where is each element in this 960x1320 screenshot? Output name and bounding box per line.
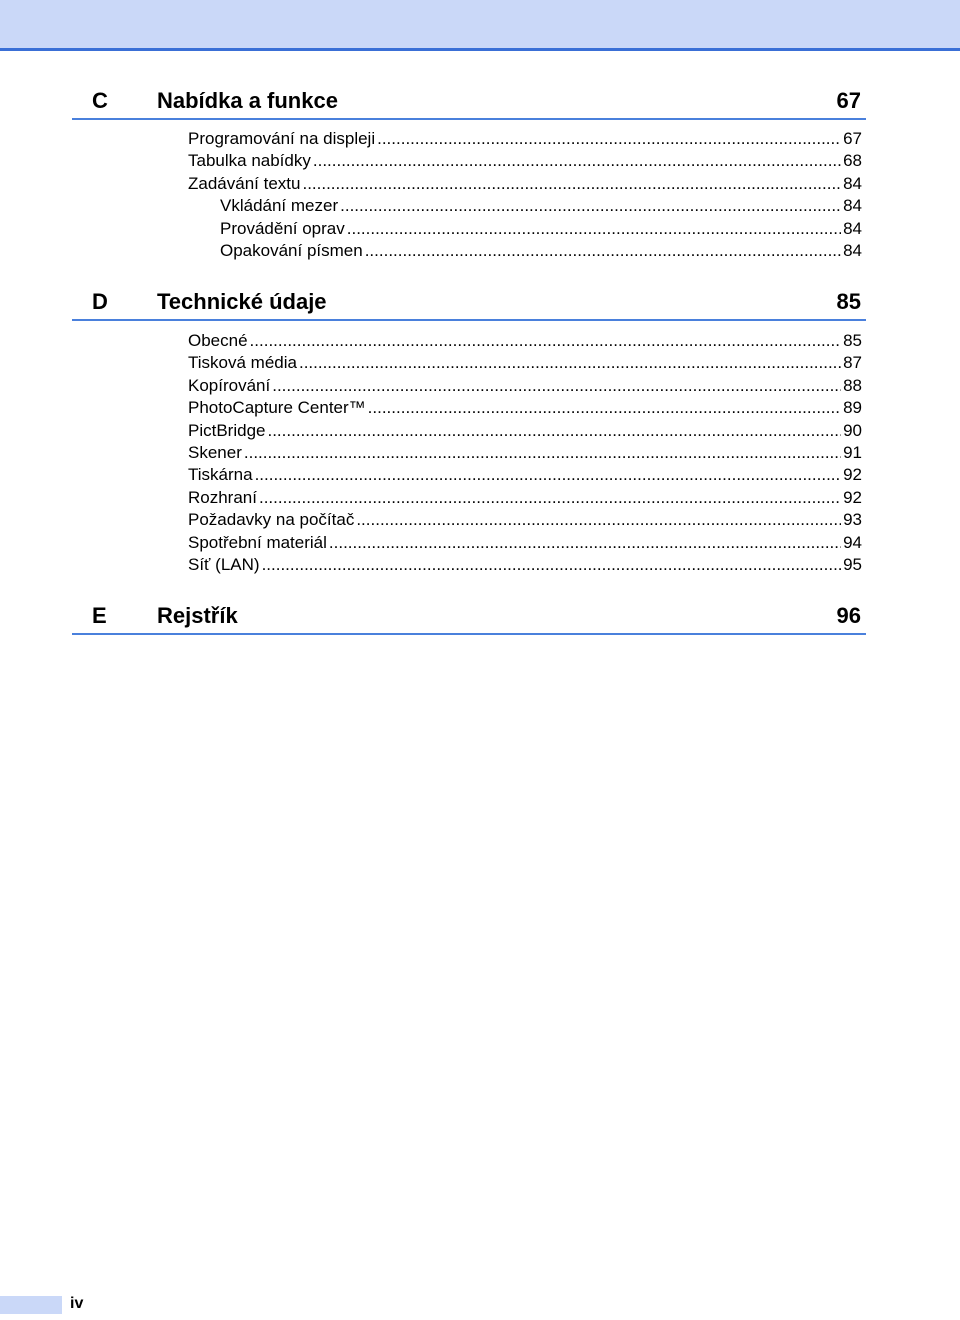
dot-leader bbox=[347, 218, 841, 240]
chapter-heading-c[interactable] bbox=[72, 84, 866, 120]
dot-leader bbox=[250, 330, 842, 352]
toc-entry-page: 94 bbox=[843, 532, 862, 552]
toc-entry-label: Opakování písmen bbox=[220, 240, 363, 260]
toc-entry-label: Spotřební materiál bbox=[188, 532, 327, 552]
chapter-heading-d[interactable] bbox=[72, 285, 866, 321]
toc-entry-label: PhotoCapture Center™ bbox=[188, 398, 366, 418]
toc-entry-label: Kopírování bbox=[188, 375, 271, 395]
toc-entry[interactable] bbox=[188, 173, 862, 195]
toc-entry-label: Tabulka nabídky bbox=[188, 151, 311, 171]
chapter-title: Nabídka a funkce bbox=[157, 88, 338, 113]
toc-subentry[interactable] bbox=[188, 240, 862, 262]
dot-leader bbox=[255, 464, 842, 486]
chapter-letter: C bbox=[92, 88, 108, 113]
toc-entry-label: Tiskárna bbox=[188, 465, 253, 485]
toc-entry[interactable] bbox=[188, 442, 862, 464]
dot-leader bbox=[259, 487, 841, 509]
footer-page-number: iv bbox=[70, 1295, 84, 1312]
toc-entry[interactable] bbox=[188, 128, 862, 150]
toc-entry-page: 68 bbox=[843, 151, 862, 171]
footer-band bbox=[0, 1296, 62, 1314]
chapter-title: Rejstřík bbox=[157, 603, 238, 628]
dot-leader bbox=[356, 509, 841, 531]
toc-entry[interactable] bbox=[188, 532, 862, 554]
toc-entry-page: 87 bbox=[843, 353, 862, 373]
header-band bbox=[0, 0, 960, 51]
toc-entry-page: 84 bbox=[843, 196, 862, 216]
chapter-title: Technické údaje bbox=[157, 289, 327, 314]
dot-leader bbox=[368, 397, 841, 419]
chapter-c-entries bbox=[188, 128, 862, 262]
dot-leader bbox=[244, 442, 841, 464]
dot-leader bbox=[302, 173, 841, 195]
toc-entry-page: 93 bbox=[843, 510, 862, 530]
chapter-page-number: 96 bbox=[836, 603, 861, 628]
toc-entry-page: 89 bbox=[843, 398, 862, 418]
toc-entry-label: Obecné bbox=[188, 331, 248, 350]
toc-entry[interactable] bbox=[188, 352, 862, 374]
toc-entry-page: 92 bbox=[843, 487, 862, 507]
toc-subentry[interactable] bbox=[188, 195, 862, 217]
toc-entry[interactable] bbox=[188, 554, 862, 576]
dot-leader bbox=[272, 375, 841, 397]
toc-entry[interactable] bbox=[188, 487, 862, 509]
chapter-letter: E bbox=[92, 603, 107, 628]
toc-entry-page: 95 bbox=[843, 554, 862, 574]
toc-entry-label: PictBridge bbox=[188, 420, 266, 440]
toc-entry-page: 84 bbox=[843, 240, 862, 260]
toc-entry-label: Programování na displeji bbox=[188, 129, 376, 148]
toc-entry[interactable] bbox=[188, 397, 862, 419]
toc-entry-page: 88 bbox=[843, 375, 862, 395]
toc-entry-label: Provádění oprav bbox=[220, 218, 345, 238]
toc-entry-label: Požadavky na počítač bbox=[188, 510, 355, 530]
dot-leader bbox=[313, 150, 841, 172]
toc-entry[interactable] bbox=[188, 330, 862, 352]
toc-entry-label: Vkládání mezer bbox=[220, 196, 339, 216]
toc-entry-page: 85 bbox=[843, 331, 862, 350]
dot-leader bbox=[299, 352, 841, 374]
toc-entry-page: 92 bbox=[843, 465, 862, 485]
toc-entry[interactable] bbox=[188, 464, 862, 486]
toc-entry-page: 91 bbox=[843, 442, 862, 462]
toc-entry[interactable] bbox=[188, 420, 862, 442]
dot-leader bbox=[329, 532, 841, 554]
dot-leader bbox=[262, 554, 842, 576]
dot-leader bbox=[340, 195, 841, 217]
dot-leader bbox=[267, 420, 841, 442]
toc-entry-label: Tisková média bbox=[188, 353, 297, 373]
toc-entry-label: Síť (LAN) bbox=[188, 554, 260, 574]
chapter-letter: D bbox=[92, 289, 108, 314]
toc-entry-page: 84 bbox=[843, 218, 862, 238]
toc-entry-label: Rozhraní bbox=[188, 487, 257, 507]
toc-entry[interactable] bbox=[188, 150, 862, 172]
chapter-page-number: 67 bbox=[836, 88, 861, 113]
toc-entry-label: Zadávání textu bbox=[188, 173, 301, 193]
chapter-d-entries bbox=[188, 330, 862, 576]
dot-leader bbox=[365, 240, 841, 262]
toc-entry-page: 84 bbox=[843, 173, 862, 193]
toc-entry-page: 67 bbox=[843, 129, 862, 148]
toc-entry[interactable] bbox=[188, 509, 862, 531]
toc-entry-page: 90 bbox=[843, 420, 862, 440]
toc-entry[interactable] bbox=[188, 375, 862, 397]
chapter-page-number: 85 bbox=[836, 289, 861, 314]
toc-entry-label: Skener bbox=[188, 442, 242, 462]
chapter-heading-e[interactable] bbox=[72, 599, 866, 635]
toc-subentry[interactable] bbox=[188, 218, 862, 240]
dot-leader bbox=[377, 128, 841, 150]
